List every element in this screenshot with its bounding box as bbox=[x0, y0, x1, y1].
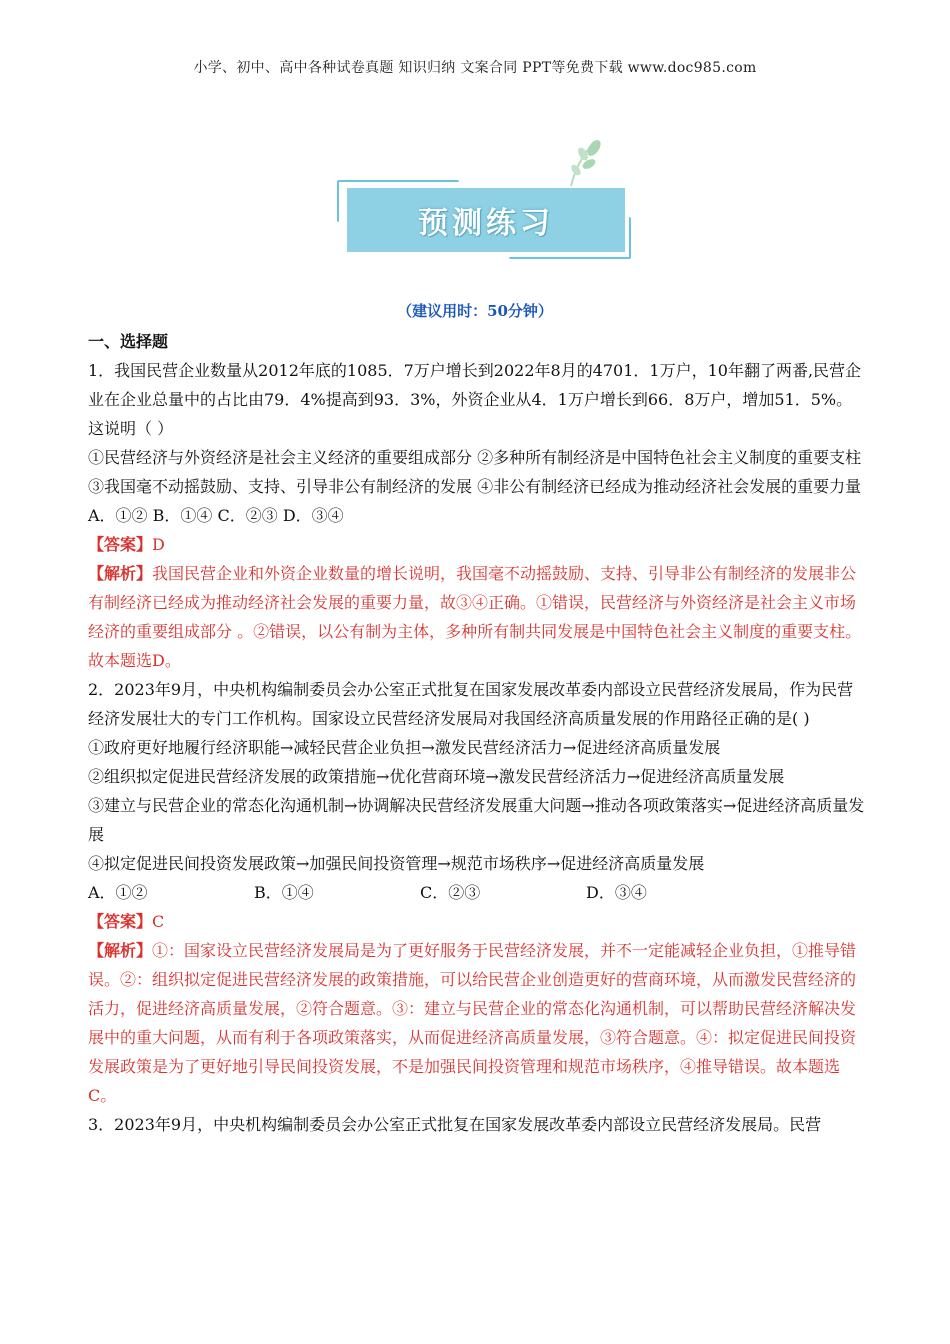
q1-stem: 1．我国民营企业数量从2012年底的1085．7万户增长到2022年8月的4701．1万户，10年翻了两番,民营企业在企业总量中的占比由79．4%提高到93．3%，外资企业从4．1万户增长到66．8万户，增加51．5%。这说明（ ） bbox=[88, 361, 862, 438]
analysis-text: ①：国家设立民营经济发展局是为了更好服务于民营经济发展，并不一定能减轻企业负担，①推导错误。②：组织拟定促进民营经济发展的政策措施，可以给民营企业创造更好的营商环境，从而激发民营经济的活力，促进经济高质量发展，②符合题意。③：建立与民营企业的常态化沟通机制，可以帮助民营经济解决发展中的重大问题，从而有利于各项政策落实，从而促进经济高质量发展，③符合题意。④：拟定促进民间投资发展政策是为了更好地引导民间投资发展，不是加强民间投资管理和规范市场秩序，④推导错误。故本题选C。 bbox=[88, 941, 857, 1105]
option-d: D．③④ bbox=[586, 883, 647, 902]
q1-answer bbox=[88, 530, 866, 559]
q2-stem: 2．2023年9月，中央机构编制委员会办公室正式批复在国家发展改革委内部设立民营经济发展局，作为民营经济发展壮大的专门工作机构。国家设立民营经济发展局对我国经济高质量发展的作用路径正确的是( ) bbox=[88, 680, 854, 728]
q1-analysis bbox=[88, 559, 866, 675]
answer-value: C bbox=[152, 912, 165, 931]
q2-statement-2: ②组织拟定促进民营经济发展的政策措施→优化营商环境→激发民营经济活力→促进经济高质量发展 bbox=[88, 767, 785, 786]
banner-box bbox=[347, 188, 625, 252]
answer-value: D bbox=[152, 535, 165, 554]
section-banner bbox=[333, 140, 635, 265]
suggested-time: （建议用时：50分钟） bbox=[397, 302, 553, 320]
option-c: C．②③ bbox=[420, 883, 481, 902]
q1-options: A．①② B．①④ C．②③ D．③④ bbox=[88, 506, 344, 525]
analysis-label: 【解析】 bbox=[88, 941, 153, 960]
page-header: 小学、初中、高中各种试卷真题 知识归纳 文案合同 PPT等免费下载 www.doc985.com bbox=[193, 60, 757, 76]
answer-label: 【答案】 bbox=[88, 535, 153, 554]
section-title: 一、选择题 bbox=[88, 332, 169, 351]
q2-statement-4: ④拟定促进民间投资发展政策→加强民间投资管理→规范市场秩序→促进经济高质量发展 bbox=[88, 854, 705, 873]
q2-analysis bbox=[88, 936, 866, 1110]
q1-statements: ①民营经济与外资经济是社会主义经济的重要组成部分 ②多种所有制经济是中国特色社会主义制度的重要支柱 ③我国毫不动摇鼓励、支持、引导非公有制经济的发展 ④非公有制经济已经成为推动经济社会发展的重要力量 bbox=[88, 448, 862, 496]
q2-options bbox=[88, 878, 866, 907]
q2-statement-1: ①政府更好地履行经济职能→减轻民营企业负担→激发民营经济活力→促进经济高质量发展 bbox=[88, 738, 721, 757]
banner-title: 预测练习 bbox=[418, 206, 554, 241]
analysis-text: 我国民营企业和外资企业数量的增长说明，我国毫不动摇鼓励、支持、引导非公有制经济的发展非公有制经济已经成为推动经济社会发展的重要力量，故③④正确。①错误，民营经济与外资经济是社会主义市场经济的重要组成部分 。②错误，以公有制为主体，多种所有制共同发展是中国特色社会主义制度的重要支柱。故本题选D。 bbox=[88, 564, 862, 670]
leaf-icon bbox=[561, 140, 611, 188]
q2-statement-3: ③建立与民营企业的常态化沟通机制→协调解决民营经济发展重大问题→推动各项政策落实→促进经济高质量发展 bbox=[88, 796, 865, 844]
option-a: A．①② bbox=[88, 883, 148, 902]
option-b: B．①④ bbox=[254, 883, 314, 902]
analysis-label: 【解析】 bbox=[88, 564, 153, 583]
question-content bbox=[88, 327, 866, 1139]
q3-stem: 3．2023年9月，中央机构编制委员会办公室正式批复在国家发展改革委内部设立民营经济发展局。民营 bbox=[88, 1115, 822, 1134]
q2-answer bbox=[88, 907, 866, 936]
answer-label: 【答案】 bbox=[88, 912, 153, 931]
